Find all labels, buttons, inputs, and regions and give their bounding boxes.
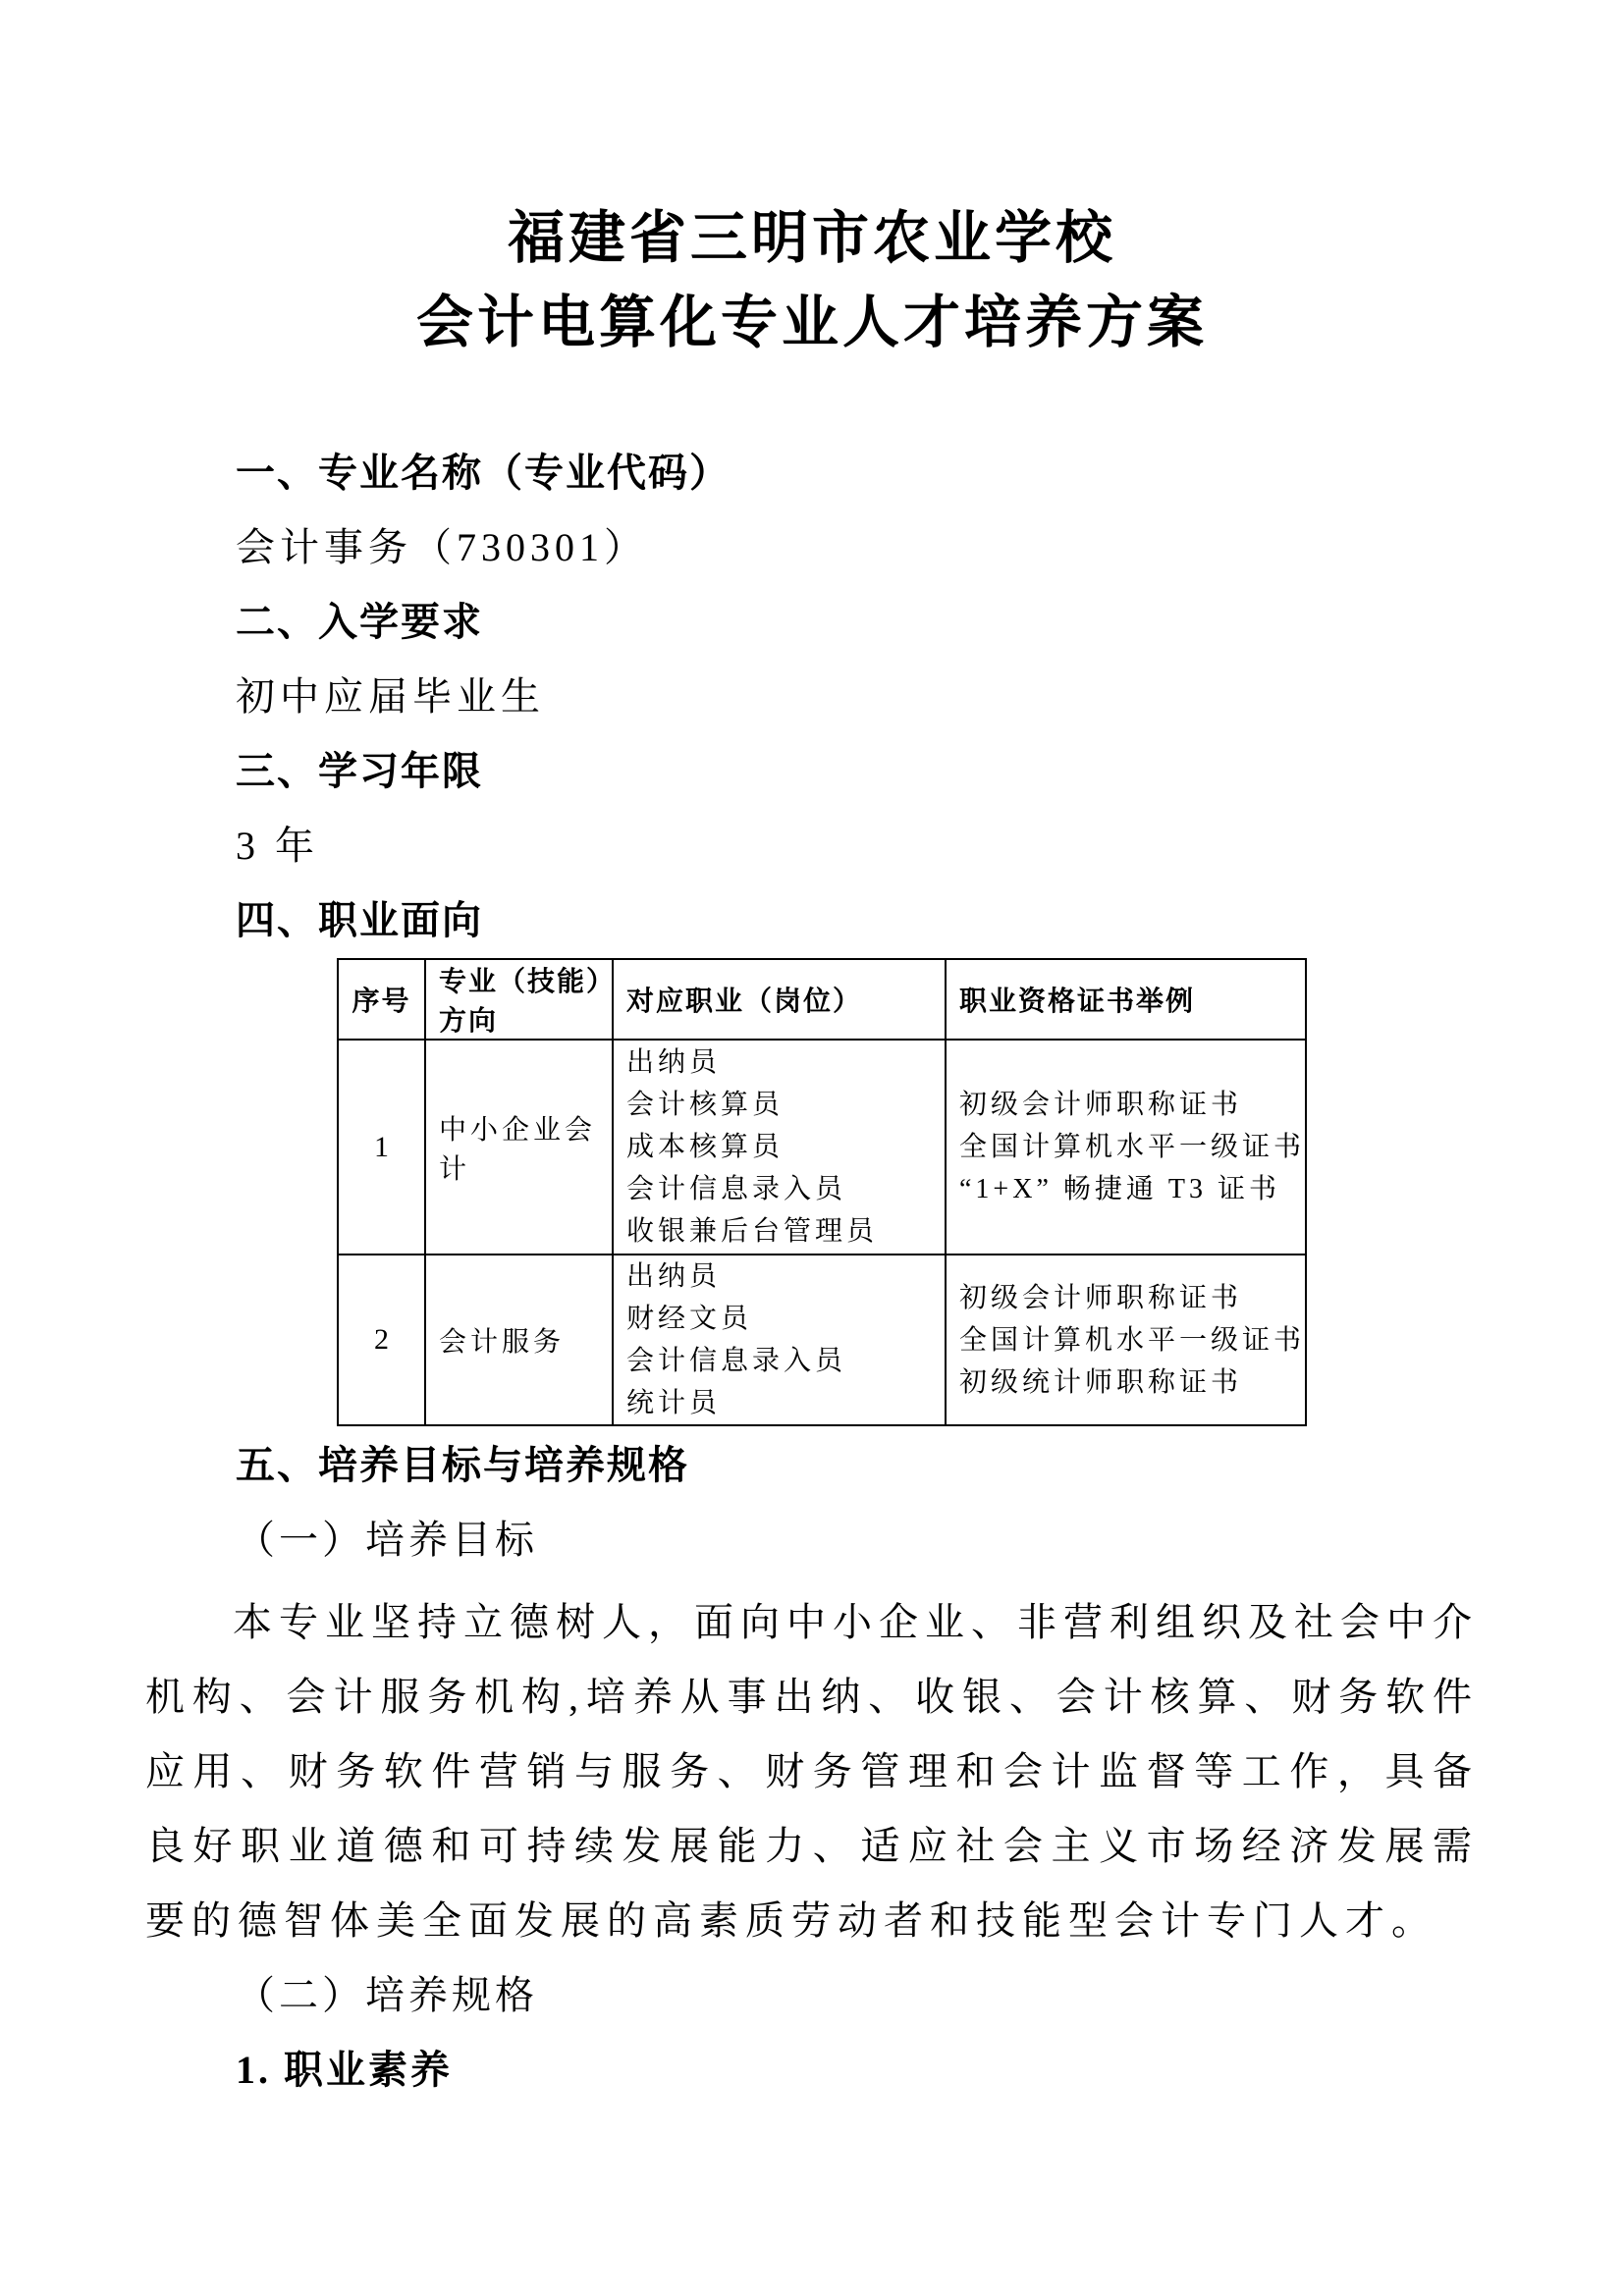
certificate-line: 初级会计师职称证书	[959, 1090, 1243, 1120]
row-2-index: 2	[338, 1255, 425, 1425]
job-line: 会计核算员	[626, 1090, 785, 1120]
career-table-row-2	[338, 1255, 1306, 1425]
section-two-body: 初中应届毕业生	[236, 674, 545, 719]
job-line: 会计信息录入员	[626, 1346, 847, 1376]
subsection-goal-label: （一）培养目标	[236, 1518, 538, 1562]
training-goal-paragraph: 本专业坚持立德树人，面向中小企业、非营利组织及社会中介机构、会计服务机构,培养从事出纳、收银、会计核算、财务软件应用、财务软件营销与服务、财务管理和会计监督等工作，具备良好职业道德和可持续发展能力、适应社会主义市场经济发展需要的德智体美全面发展的高素质劳动者和技能型会计专门人才。	[145, 1600, 1479, 1943]
certificate-line: “1+X” 畅捷通 T3 证书	[959, 1174, 1280, 1204]
job-line: 财经文员	[626, 1304, 753, 1334]
certificate-line: 全国计算机水平一级证书	[959, 1132, 1306, 1162]
section-five-heading: 五、培养目标与培养规格	[236, 1444, 689, 1487]
job-line: 会计信息录入员	[626, 1174, 847, 1204]
section-one-heading: 一、专业名称（专业代码）	[236, 452, 731, 495]
career-table-header-row	[338, 959, 1306, 1040]
job-line: 统计员	[626, 1388, 722, 1418]
spec-item-1: 1. 职业素养	[236, 2048, 453, 2092]
section-four-heading: 四、职业面向	[236, 899, 483, 942]
job-line: 成本核算员	[626, 1132, 785, 1162]
job-line: 收银兼后台管理员	[626, 1216, 879, 1247]
header-cell-jobs: 对应职业（岗位）	[613, 959, 946, 1040]
section-one-body: 会计事务（730301）	[236, 525, 648, 569]
header-cell-certificates: 职业资格证书举例	[946, 959, 1306, 1040]
certificate-line: 全国计算机水平一级证书	[959, 1324, 1306, 1356]
career-table-row-1	[338, 1040, 1306, 1255]
job-line: 出纳员	[626, 1047, 722, 1078]
row-2-direction: 会计服务	[425, 1255, 613, 1425]
subsection-spec-label: （二）培养规格	[236, 1973, 538, 2017]
document-title	[145, 196, 1479, 365]
row-2-certificates	[946, 1255, 1306, 1425]
section-three-body: 3 年	[236, 824, 319, 868]
header-cell-direction: 专业（技能）方向	[425, 959, 613, 1040]
header-cell-index: 序号	[338, 959, 425, 1040]
row-2-jobs	[613, 1255, 946, 1425]
section-three-heading: 三、学习年限	[236, 750, 483, 793]
certificate-line: 初级会计师职称证书	[959, 1282, 1243, 1313]
row-1-direction: 中小企业会计	[425, 1040, 613, 1255]
section-two-heading: 二、入学要求	[236, 601, 483, 644]
title-line-1: 福建省三明市农业学校	[507, 206, 1116, 270]
career-orientation-table	[337, 958, 1307, 1426]
job-line: 出纳员	[626, 1261, 722, 1292]
certificate-line: 初级统计师职称证书	[959, 1366, 1243, 1398]
row-1-jobs	[613, 1040, 946, 1255]
title-line-2: 会计电算化专业人才培养方案	[415, 291, 1208, 354]
row-1-index: 1	[338, 1040, 425, 1255]
row-1-certificates	[946, 1040, 1306, 1255]
